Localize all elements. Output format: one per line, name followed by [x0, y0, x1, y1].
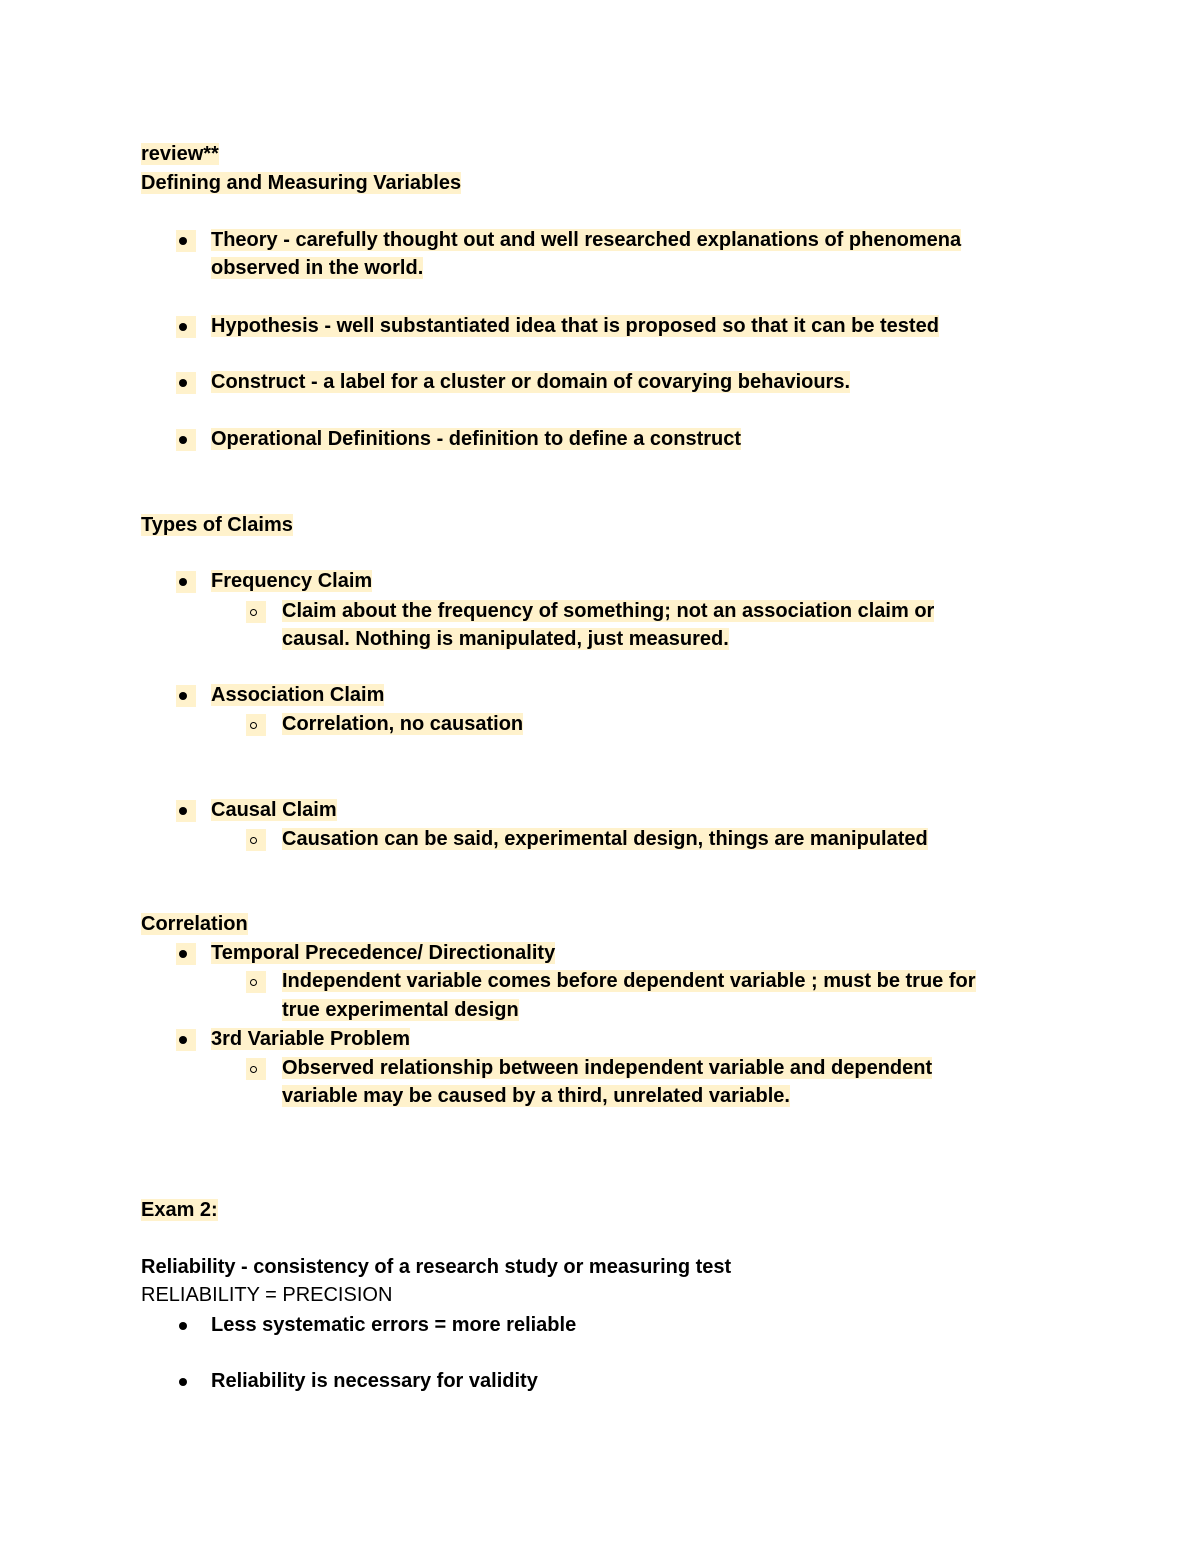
heading-defining-variables: Defining and Measuring Variables — [141, 172, 462, 194]
bullet-icon — [179, 692, 187, 700]
association-claim-item: Association Claim — [211, 684, 385, 706]
bullet-icon — [179, 237, 187, 245]
temporal-precedence-detail: Independent variable comes before dependent variable ; must be true for — [282, 970, 976, 992]
bullet-icon — [179, 1036, 187, 1044]
theory-item: Theory - carefully thought out and well researched explanations of phenomena — [211, 229, 962, 251]
frequency-claim-detail: Claim about the frequency of something; not an association claim or — [282, 600, 935, 622]
reliability-validity-item: Reliability is necessary for validity — [211, 1370, 538, 1392]
temporal-precedence-item: Temporal Precedence/ Directionality — [211, 942, 556, 964]
sub-bullet-icon — [250, 979, 257, 986]
bullet-icon — [179, 807, 187, 815]
frequency-claim-detail-cont: causal. Nothing is manipulated, just measured. — [282, 628, 729, 650]
sub-bullet-icon — [250, 609, 257, 616]
bullet-icon — [179, 1322, 187, 1330]
sub-bullet-icon — [250, 837, 257, 844]
third-variable-detail: Observed relationship between independent variable and dependent — [282, 1057, 933, 1079]
bullet-icon — [179, 950, 187, 958]
bullet-icon — [179, 578, 187, 586]
operational-item: Operational Definitions - definition to define a construct — [211, 428, 742, 450]
bullet-icon — [179, 379, 187, 387]
temporal-precedence-detail-cont: true experimental design — [282, 999, 519, 1021]
heading-exam-2: Exam 2: — [141, 1199, 218, 1221]
bullet-icon — [179, 436, 187, 444]
sub-bullet-icon — [250, 1066, 257, 1073]
review-label: review** — [141, 143, 219, 165]
theory-item-cont: observed in the world. — [211, 257, 424, 279]
frequency-claim-item: Frequency Claim — [211, 570, 373, 592]
causal-claim-item: Causal Claim — [211, 799, 337, 821]
causal-claim-detail: Causation can be said, experimental design, things are manipulated — [282, 828, 928, 850]
construct-item: Construct - a label for a cluster or domain of covarying behaviours. — [211, 371, 851, 393]
sub-bullet-icon — [250, 722, 257, 729]
association-claim-detail: Correlation, no causation — [282, 713, 524, 735]
third-variable-detail-cont: variable may be caused by a third, unrelated variable. — [282, 1085, 790, 1107]
bullet-icon — [179, 1378, 187, 1386]
bullet-icon — [179, 323, 187, 331]
systematic-errors-item: Less systematic errors = more reliable — [211, 1314, 577, 1336]
heading-types-of-claims: Types of Claims — [141, 514, 293, 536]
heading-correlation: Correlation — [141, 913, 248, 935]
hypothesis-item: Hypothesis - well substantiated idea that is proposed so that it can be tested — [211, 315, 939, 337]
reliability-definition: Reliability - consistency of a research study or measuring test — [141, 1256, 732, 1278]
reliability-equation: RELIABILITY = PRECISION — [141, 1284, 393, 1306]
third-variable-item: 3rd Variable Problem — [211, 1028, 410, 1050]
